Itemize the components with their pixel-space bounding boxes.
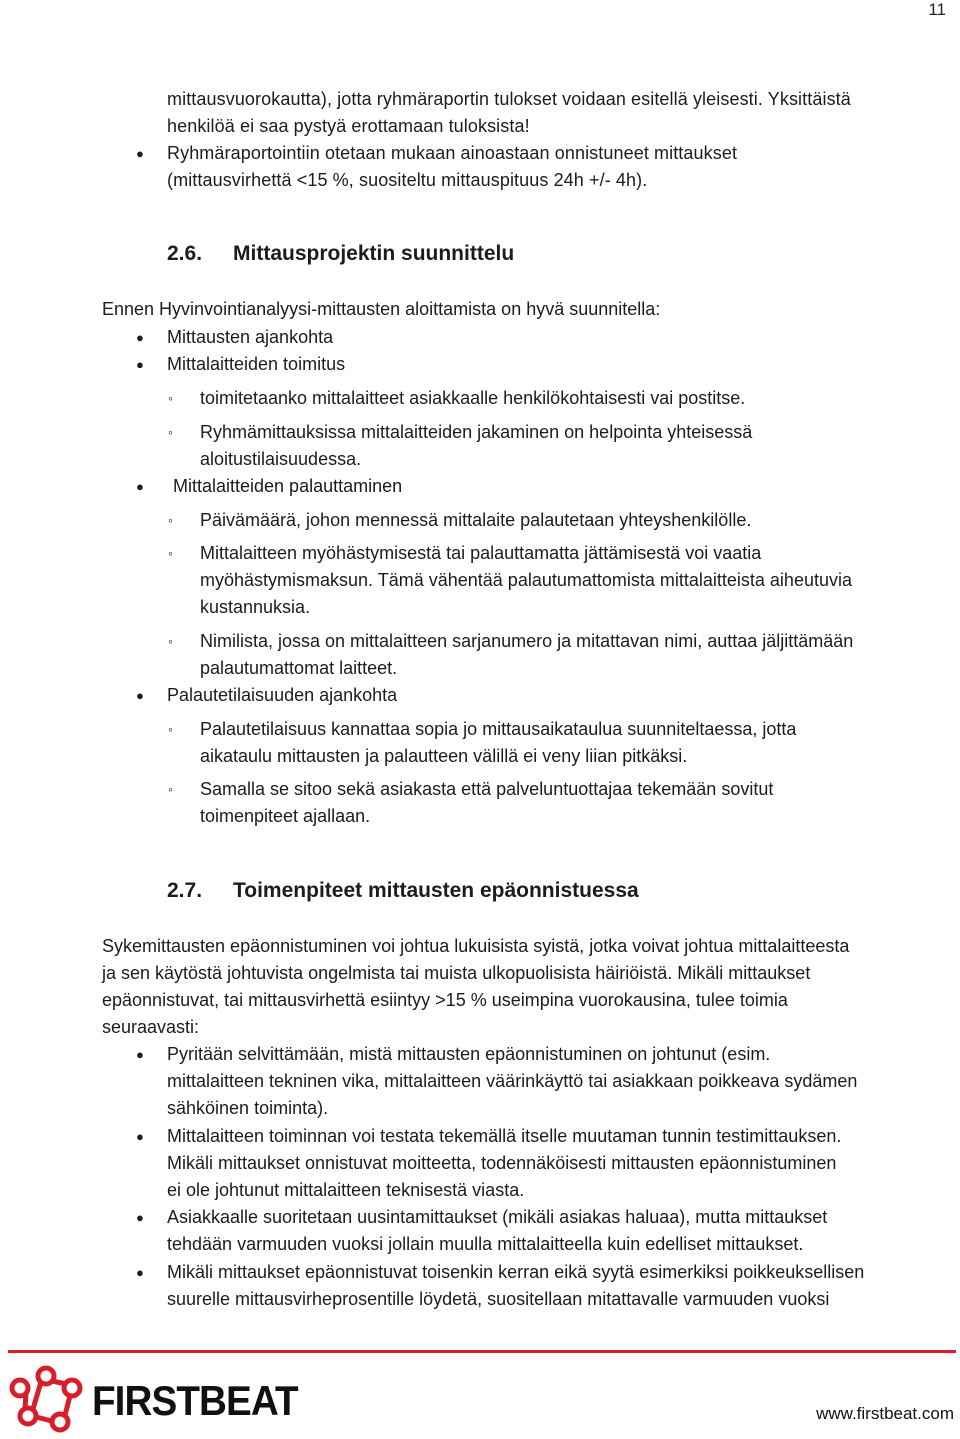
intro-block	[102, 86, 952, 196]
sub-list-item-cont: myöhästymismaksun. Tämä vähentää palautumattomista mittalaitteista aiheutuvia	[200, 570, 852, 590]
sub-list-item-cont: aloitustilaisuudessa.	[200, 449, 362, 469]
circle-bullet-icon: ◦	[168, 390, 173, 406]
section-title: Mittausprojektin suunnittelu	[233, 242, 515, 265]
bullet-icon: ●	[136, 146, 144, 161]
sub-list-item: Samalla se sitoo sekä asiakasta että palveluntuottajaa tekemään sovitut	[200, 779, 774, 799]
bullet-icon: ●	[136, 1129, 144, 1144]
intro-line-1: mittausvuorokautta), jotta ryhmäraportin tulokset voidaan esitellä yleisesti. Yksittäistä	[167, 89, 851, 109]
bullet-icon: ●	[136, 330, 144, 345]
bullet-icon: ●	[136, 1265, 144, 1280]
section-number: 2.6.	[167, 242, 203, 265]
sub-list-item: Nimilista, jossa on mittalaitteen sarjanumero ja mitattavan nimi, auttaa jäljittämään	[200, 631, 854, 651]
footer-divider	[8, 1350, 956, 1353]
paragraph-line: seuraavasti:	[102, 1017, 200, 1037]
paragraph-line: epäonnistuvat, tai mittausvirhettä esiintyy >15 % useimpina vuorokausina, tulee toimia	[102, 990, 788, 1010]
section-heading-2-6	[167, 240, 514, 268]
intro-line-3: Ryhmäraportointiin otetaan mukaan ainoastaan onnistuneet mittaukset	[167, 143, 738, 163]
list-item-cont: mittalaitteen tekninen vika, mittalaitteen väärinkäyttö tai asiakkaan poikkeava sydämen	[167, 1071, 858, 1091]
sub-list-item: Mittalaitteen myöhästymisestä tai palauttamatta jättämisestä voi vaatia	[200, 543, 762, 563]
circle-bullet-icon: ◦	[168, 512, 173, 528]
section-heading-2-7	[167, 877, 639, 905]
bullet-icon: ●	[136, 357, 144, 372]
paragraph-line: ja sen käytöstä johtuvista ongelmista tai muista ulkopuolisista häiriöistä. Mikäli mittaukset	[102, 963, 811, 983]
sub-list-item: toimitetaanko mittalaitteet asiakkaalle henkilökohtaisesti vai postitse.	[200, 388, 746, 408]
section-2-7-body	[102, 933, 952, 1313]
circle-bullet-icon: ◦	[168, 424, 173, 440]
footer-url[interactable]: www.firstbeat.com	[816, 1404, 954, 1423]
firstbeat-logo-icon	[6, 1364, 90, 1436]
bullet-icon: ●	[136, 1210, 144, 1225]
sub-list-item-cont: aikataulu mittausten ja palautteen välillä ei veny liian pitkäksi.	[200, 746, 688, 766]
circle-bullet-icon: ◦	[168, 721, 173, 737]
sub-list-item-cont: toimenpiteet ajallaan.	[200, 806, 371, 826]
list-item-cont: Mikäli mittaukset onnistuvat moitteetta, todennäköisesti mittausten epäonnistuminen	[167, 1153, 837, 1173]
bullet-icon: ●	[136, 688, 144, 703]
sub-list-item: Palautetilaisuus kannattaa sopia jo mittausaikataulua suunniteltaessa, jotta	[200, 719, 797, 739]
page-number: 11	[928, 0, 946, 19]
sub-list-item: Ryhmämittauksissa mittalaitteiden jakaminen on helpointa yhteisessä	[200, 422, 753, 442]
list-item: Mittausten ajankohta	[167, 327, 334, 347]
section-number: 2.7.	[167, 879, 203, 902]
list-item: Palautetilaisuuden ajankohta	[167, 685, 398, 705]
circle-bullet-icon: ◦	[168, 781, 173, 797]
list-item: Asiakkaalle suoritetaan uusintamittaukset (mikäli asiakas haluaa), mutta mittaukset	[167, 1207, 828, 1227]
list-item: Pyritään selvittämään, mistä mittausten epäonnistuminen on johtunut (esim.	[167, 1044, 771, 1064]
list-item-cont: sähköinen toiminta).	[167, 1098, 329, 1118]
list-item: Mittalaitteen toiminnan voi testata tekemällä itselle muutaman tunnin testimittauksen.	[167, 1126, 842, 1146]
list-item-cont: tehdään varmuuden vuoksi jollain muulla mittalaitteella kuin edelliset mittaukset.	[167, 1234, 804, 1254]
circle-bullet-icon: ◦	[168, 545, 173, 561]
brand-wordmark: FIRSTBEAT	[92, 1377, 298, 1424]
circle-bullet-icon: ◦	[168, 633, 173, 649]
intro-line-4: (mittausvirhettä <15 %, suositeltu mittauspituus 24h +/- 4h).	[167, 170, 648, 190]
sub-list-item: Päivämäärä, johon mennessä mittalaite palautetaan yhteyshenkilölle.	[200, 510, 752, 530]
list-item: Mittalaitteiden toimitus	[167, 354, 346, 374]
paragraph-line: Sykemittausten epäonnistuminen voi johtua lukuisista syistä, jotka voivat johtua mittalaitteesta	[102, 936, 850, 956]
intro-line-2: henkilöä ei saa pystyä erottamaan tuloksista!	[167, 116, 530, 136]
sub-list-item-cont: kustannuksia.	[200, 597, 311, 617]
bullet-icon: ●	[136, 479, 144, 494]
list-item-cont: ei ole johtunut mittalaitteen teknisestä viasta.	[167, 1180, 525, 1200]
list-item: Mittalaitteiden palauttaminen	[173, 476, 403, 496]
sub-list-item-cont: palautumattomat laitteet.	[200, 658, 398, 678]
firstbeat-logo	[6, 1364, 306, 1434]
section-2-6-body	[102, 296, 952, 836]
list-item-cont: suurelle mittausvirheprosentille löydetä, suositellaan mitattavalle varmuuden vuoksi	[167, 1289, 830, 1309]
section-title: Toimenpiteet mittausten epäonnistuessa	[233, 879, 639, 902]
list-item: Mikäli mittaukset epäonnistuvat toisenkin kerran eikä syytä esimerkiksi poikkeuksellisen	[167, 1262, 865, 1282]
section-intro: Ennen Hyvinvointianalyysi-mittausten aloittamista on hyvä suunnitella:	[102, 299, 661, 319]
bullet-icon: ●	[136, 1047, 144, 1062]
